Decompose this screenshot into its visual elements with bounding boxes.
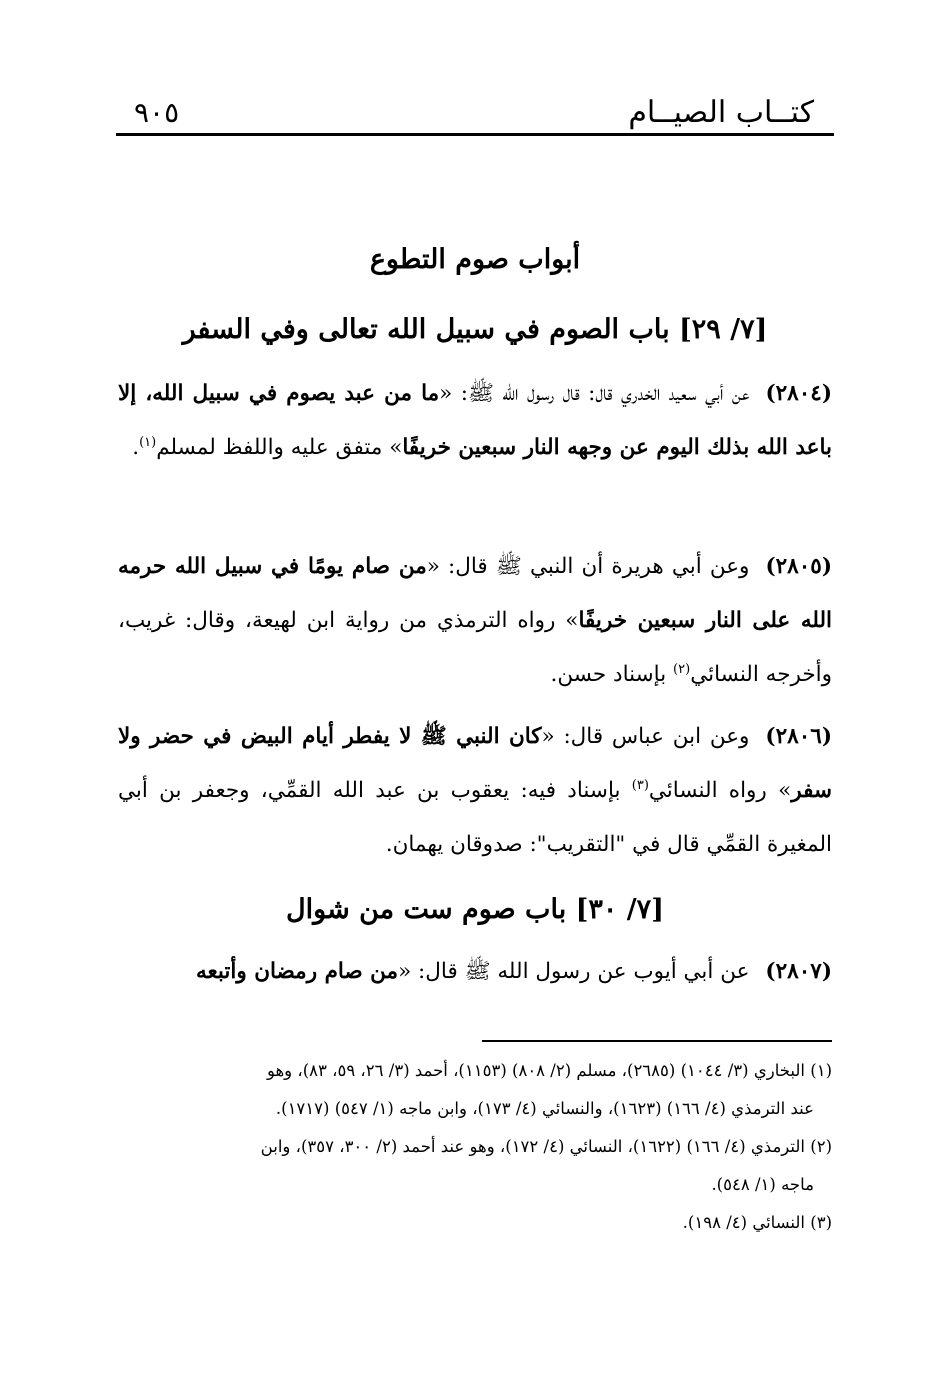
hadith-end: بإسناد فيه: يعقوب بن عبد الله القمِّي، وجعفر بن أبي المغيرة القمِّي قال في "التقريب": صدوقان يهمان.	[118, 778, 832, 857]
section-heading: أبواب صوم التطوع	[369, 244, 581, 275]
hadith-attribution: » رواه النسائي	[648, 778, 792, 803]
hadith-end: .	[132, 435, 140, 460]
running-header	[118, 92, 832, 132]
footnote-2-continued: ماجه (١/ ٥٤٨).	[711, 1175, 814, 1194]
hadith-number: (٢٨٠٤)	[765, 381, 833, 406]
footnote-3: (٣) النسائي (٤/ ١٩٨).	[682, 1213, 832, 1232]
footnote-2: (٢) الترمذي (٤/ ١٦٦) (١٦٢٢)، النسائي (٤/ ١٧٢)، وهو عند أحمد (٢/ ٣٠٠، ٣٥٧)، وابن	[260, 1137, 832, 1156]
hadith-attribution: » رواه الترمذي من رواية ابن لهيعة، وقال: غريب، وأخرجه النسائي	[118, 608, 832, 687]
hadith-2804	[118, 367, 832, 475]
footnote-ref[interactable]: (٢)	[673, 661, 691, 677]
hadith-end: بإسناد حسن.	[550, 662, 674, 687]
footnote-ref[interactable]: (٣)	[631, 777, 649, 793]
footnote-ref[interactable]: (١)	[139, 434, 157, 450]
hadith-2807	[118, 945, 832, 999]
hadith-matn: ما من عبد يصوم في سبيل الله، إلا باعد الله بذلك اليوم عن وجهه النار سبعين خريفًا	[118, 381, 832, 460]
hadith-intro: وعن أبي هريرة أن النبي ﷺ قال: «	[426, 554, 750, 579]
chapter-heading-29: [٧/ ٢٩] باب الصوم في سبيل الله تعالى وفي السفر	[182, 314, 768, 345]
book-title: كتــاب الصيــام	[628, 95, 814, 130]
footnote-1: (١) البخاري (٣/ ١٠٤٤) (٢٦٨٥)، مسلم (٢/ ٨٠٨) (١١٥٣)، أحمد (٣/ ٢٦، ٥٩، ٨٣)، وهو	[266, 1061, 832, 1080]
hadith-attribution: » متفق عليه واللفظ لمسلم	[156, 435, 403, 460]
footnote-1-continued: عند الترمذي (٤/ ١٦٦) (١٦٢٣)، والنسائي (٤/ ١٧٣)، وابن ماجه (١/ ٥٤٧) (١٧١٧).	[275, 1099, 814, 1118]
hadith-number: (٢٨٠٧)	[765, 959, 832, 984]
hadith-intro: وعن ابن عباس قال: «	[541, 724, 750, 749]
page-number: ٩٠٥	[134, 96, 180, 129]
hadith-2805	[118, 540, 832, 702]
footnotes	[118, 1052, 832, 1242]
hadith-2806	[118, 710, 832, 872]
hadith-matn: من صام رمضان وأتبعه	[195, 959, 399, 984]
hadith-matn: كان النبي ﷺ لا يفطر أيام البيض في حضر ولا سفر	[118, 724, 832, 803]
hadith-matn: من صام يومًا في سبيل الله حرمه الله على النار سبعين خريفًا	[118, 554, 832, 633]
header-rule	[116, 133, 834, 136]
hadith-intro: عن أبي سعيد الخدري قال: قال رسول الله ﷺ: «	[439, 381, 750, 406]
footnote-separator	[482, 1040, 832, 1042]
hadith-intro: عن أبي أيوب عن رسول الله ﷺ قال: «	[398, 959, 750, 984]
chapter-heading-30: [٧/ ٣٠] باب صوم ست من شوال	[286, 894, 664, 925]
hadith-number: (٢٨٠٥)	[765, 554, 833, 579]
hadith-number: (٢٨٠٦)	[765, 724, 832, 749]
